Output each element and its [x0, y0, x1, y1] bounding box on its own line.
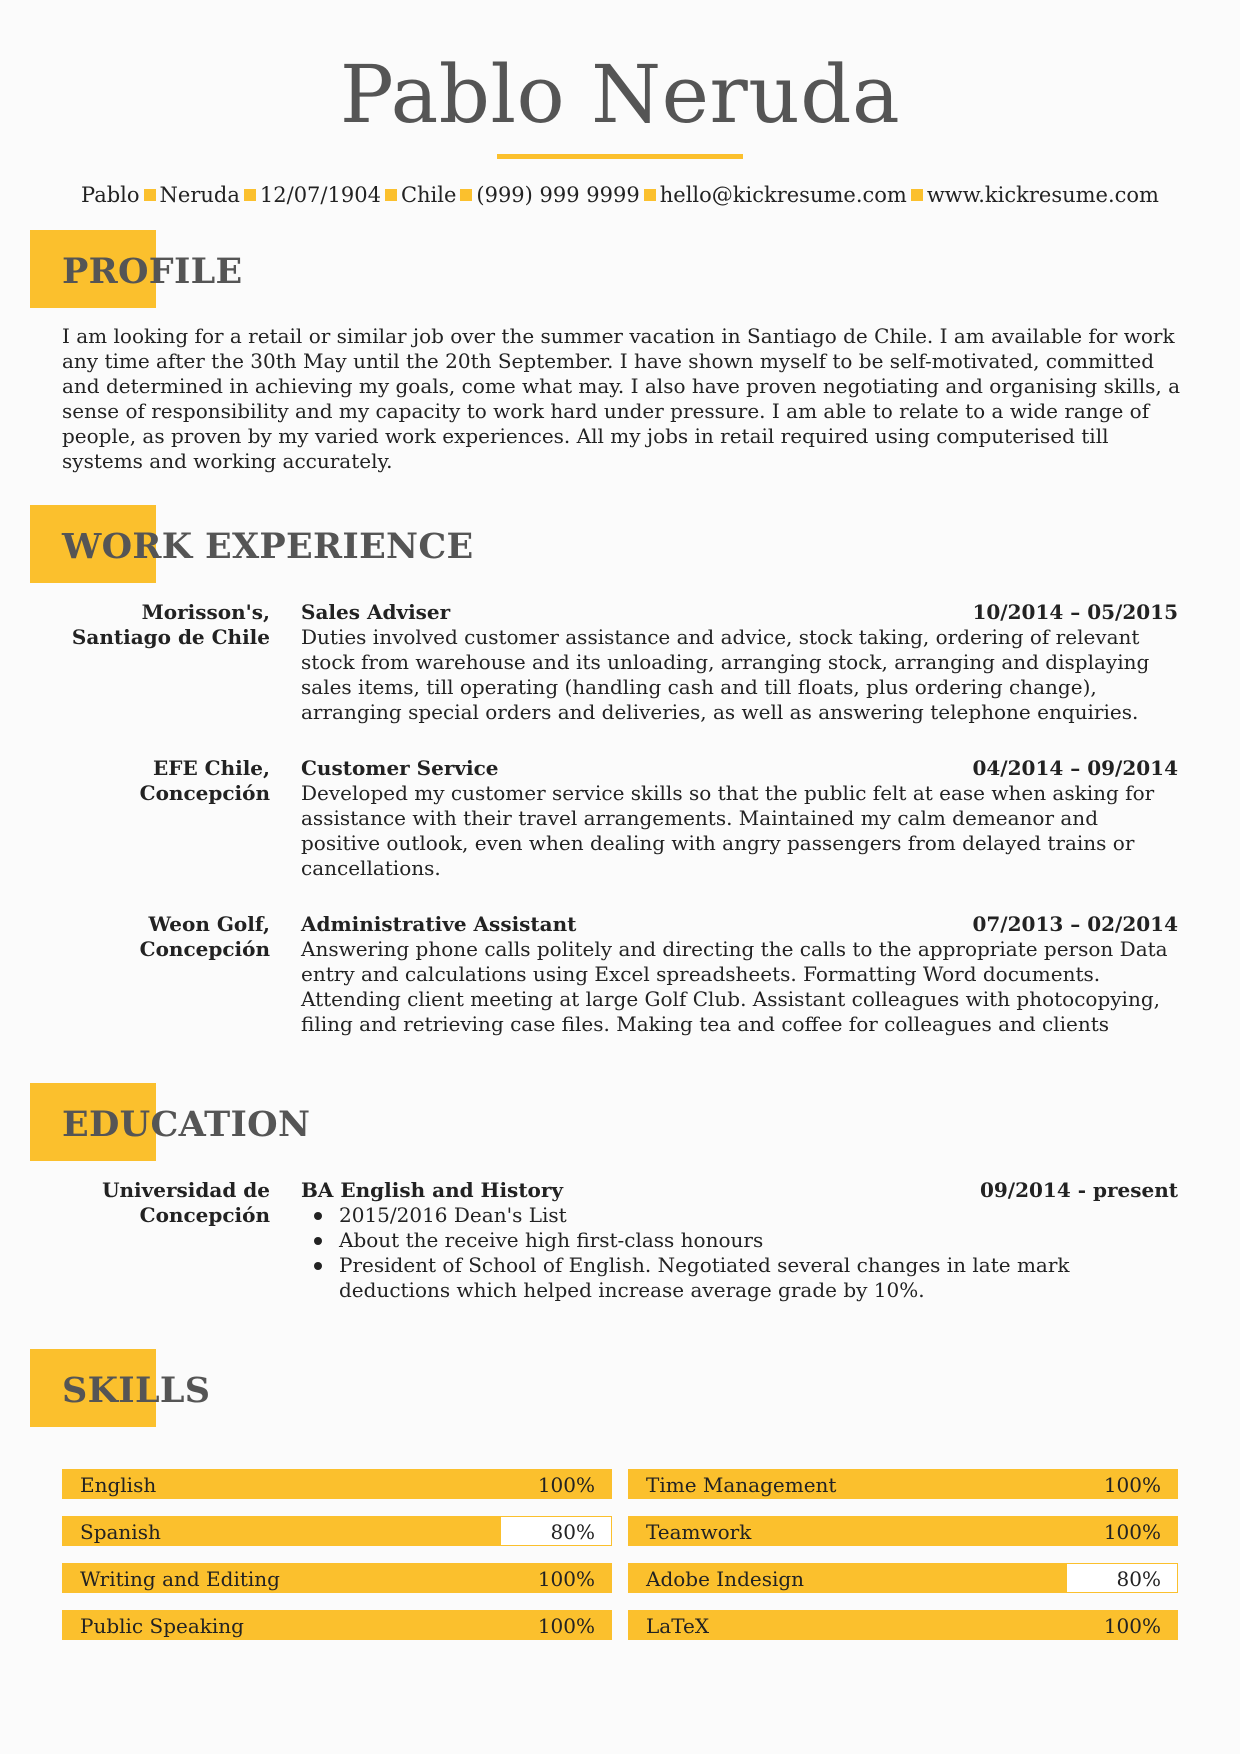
achievement-text: About the receive high first-class honours — [339, 1228, 764, 1252]
skill-level-fill — [629, 1611, 1177, 1639]
skill-bar — [628, 1516, 1178, 1546]
job-description: Developed my customer service skills so that the public felt at ease when asking for assistance with their travel arrangements. Maintained my calm demeanor and positive outlook, even when dealing with angry passengers from delayed trains or cancellations. — [301, 781, 1155, 880]
employer-name: EFE Chile, — [153, 756, 270, 780]
employer-name: Morisson's, — [141, 600, 270, 624]
bullet-icon — [314, 1212, 322, 1220]
contact-first-name: Pablo — [81, 183, 140, 207]
contact-phone: (999) 999 9999 — [476, 183, 640, 207]
education-dates: 09/2014 - present — [979, 1178, 1178, 1202]
separator-square-icon — [460, 189, 472, 201]
skill-percent: 100% — [1103, 1473, 1161, 1497]
skill-bar — [628, 1469, 1178, 1499]
skill-percent: 100% — [537, 1473, 595, 1497]
job-description: Duties involved customer assistance and advice, stock taking, ordering of relevant stock from warehouse and its unloading, arranging stock, arranging and displaying sales items, till operating (handling cash and till floats, plus ordering change), arranging special orders and deliveries, as well as answering telephone enquiries. — [301, 625, 1150, 724]
separator-square-icon — [385, 189, 397, 201]
list-item — [301, 1253, 1178, 1303]
skill-name: Writing and Editing — [80, 1567, 280, 1591]
bullet-icon — [314, 1262, 322, 1270]
separator-square-icon — [244, 189, 256, 201]
bullet-icon — [314, 1237, 322, 1245]
skill-name: English — [80, 1473, 157, 1497]
work-employer — [50, 600, 270, 650]
work-employer — [50, 756, 270, 806]
contact-email[interactable]: hello@kickresume.com — [659, 183, 907, 207]
education-achievements — [301, 1203, 1178, 1303]
separator-square-icon — [911, 189, 923, 201]
job-title: Sales Adviser — [301, 600, 451, 624]
work-employer — [50, 912, 270, 962]
profile-text: I am looking for a retail or similar job over the summer vacation in Santiago de Chile. I am available for work any time after the 30th May until the 20th September. I have shown myself to be self-motivated, committed and determined in achieving my goals, come what may. I also have proven negotiating and organising skills, a sense of responsibility and my capacity to work hard under pressure. I am able to relate to a wide range of people, as proven by my varied work experiences. All my jobs in retail required using computerised till systems and working accurately. — [62, 324, 1181, 473]
skill-bar — [62, 1563, 612, 1593]
job-description: Answering phone calls politely and directing the calls to the appropriate person Data entry and calculations using Excel spreadsheets. Formatting Word documents. Attending client meeting at large Golf Club. Assistant colleagues with photocopying, filing and retrieving case files. Making tea and coffee for colleagues and clients — [301, 937, 1168, 1036]
work-experience-heading-label: WORK EXPERIENCE — [62, 526, 474, 567]
skill-bar — [628, 1563, 1178, 1593]
resume-name: Pablo Neruda — [339, 48, 901, 141]
skill-name: Spanish — [80, 1520, 161, 1544]
skill-percent: 100% — [1103, 1614, 1161, 1638]
employer-name: Weon Golf, — [148, 912, 270, 936]
list-item — [301, 1228, 1178, 1253]
list-item — [301, 1203, 1178, 1228]
skill-bar — [628, 1610, 1178, 1640]
separator-square-icon — [644, 189, 656, 201]
degree-title: BA English and History — [301, 1178, 564, 1202]
skill-percent: 100% — [1103, 1520, 1161, 1544]
separator-square-icon — [144, 189, 156, 201]
job-title: Customer Service — [301, 756, 499, 780]
employer-location: Concepción — [139, 937, 270, 961]
school-name: Universidad de — [102, 1178, 270, 1202]
skills-heading-label: SKILLS — [62, 1370, 211, 1411]
skill-percent: 100% — [537, 1567, 595, 1591]
profile-heading-label: PROFILE — [62, 251, 243, 292]
skill-percent: 80% — [1116, 1567, 1161, 1591]
employer-location: Concepción — [139, 781, 270, 805]
skill-bar — [62, 1610, 612, 1640]
achievement-text: President of School of English. Negotiated several changes in late mark deductions which helped increase average grade by 10%. — [339, 1253, 1070, 1302]
employer-location: Santiago de Chile — [71, 625, 270, 649]
skill-bar — [62, 1469, 612, 1499]
contact-country: Chile — [400, 183, 457, 207]
job-dates: 04/2014 – 09/2014 — [972, 756, 1178, 780]
skill-name: Time Management — [646, 1473, 837, 1497]
education-heading-label: EDUCATION — [62, 1104, 311, 1145]
contact-website[interactable]: www.kickresume.com — [926, 183, 1159, 207]
job-dates: 10/2014 – 05/2015 — [972, 600, 1178, 624]
contact-birthdate: 12/07/1904 — [259, 183, 381, 207]
skill-name: Adobe Indesign — [646, 1567, 805, 1591]
skill-percent: 100% — [537, 1614, 595, 1638]
school-location: Concepción — [139, 1203, 270, 1227]
skill-name: Teamwork — [646, 1520, 752, 1544]
skill-name: Public Speaking — [80, 1614, 244, 1638]
contact-last-name: Neruda — [159, 183, 240, 207]
skill-name: LaTeX — [646, 1614, 710, 1638]
school — [50, 1178, 270, 1228]
job-dates: 07/2013 – 02/2014 — [972, 912, 1178, 936]
name-underline — [497, 154, 743, 159]
contact-line — [0, 183, 1240, 207]
job-title: Administrative Assistant — [301, 912, 577, 936]
achievement-text: 2015/2016 Dean's List — [339, 1203, 567, 1227]
skill-bar — [62, 1516, 612, 1546]
skill-percent: 80% — [550, 1520, 595, 1544]
